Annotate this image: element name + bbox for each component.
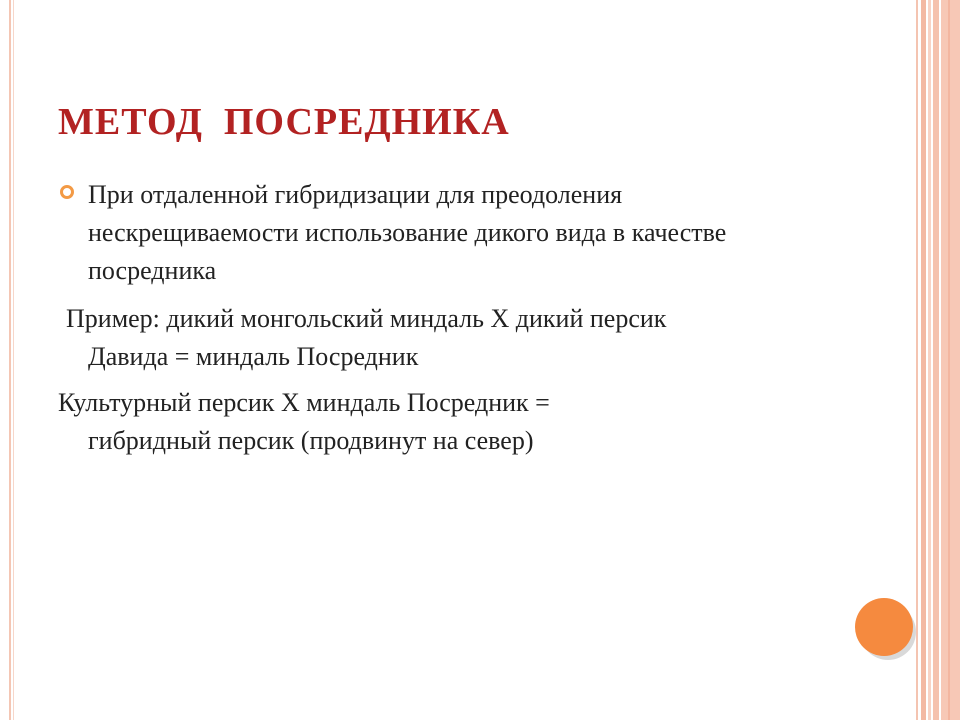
left-frame-line: [9, 0, 11, 720]
right-decor-stripe: [921, 0, 926, 720]
left-frame-line-inner: [13, 0, 14, 720]
bullet-text: При отдаленной гибридизации для преодоления нескрещиваемости использование дикого вида в качестве посредника: [88, 180, 727, 285]
example-line-1: Пример: дикий монгольский миндаль Х дикий персик: [66, 304, 667, 333]
slide-title: МЕТОД ПОСРЕДНИКА: [58, 101, 510, 143]
right-decor-stripe: [933, 0, 939, 720]
bullet-item: [60, 176, 780, 290]
right-decor-stripe: [928, 0, 931, 720]
culture-paragraph: [58, 384, 818, 460]
right-decor-stripe: [916, 0, 918, 720]
example-paragraph: [66, 300, 826, 376]
culture-line-2: гибридный персик (продвинут на север): [88, 426, 534, 455]
example-line-2: Давида = миндаль Посредник: [88, 342, 419, 371]
decor-orange-circle: [855, 598, 913, 656]
ring-bullet-icon: [60, 185, 74, 199]
right-decor-stripe: [948, 0, 950, 720]
culture-line-1: Культурный персик Х миндаль Посредник =: [58, 388, 550, 417]
right-decor-stripe: [941, 0, 960, 720]
